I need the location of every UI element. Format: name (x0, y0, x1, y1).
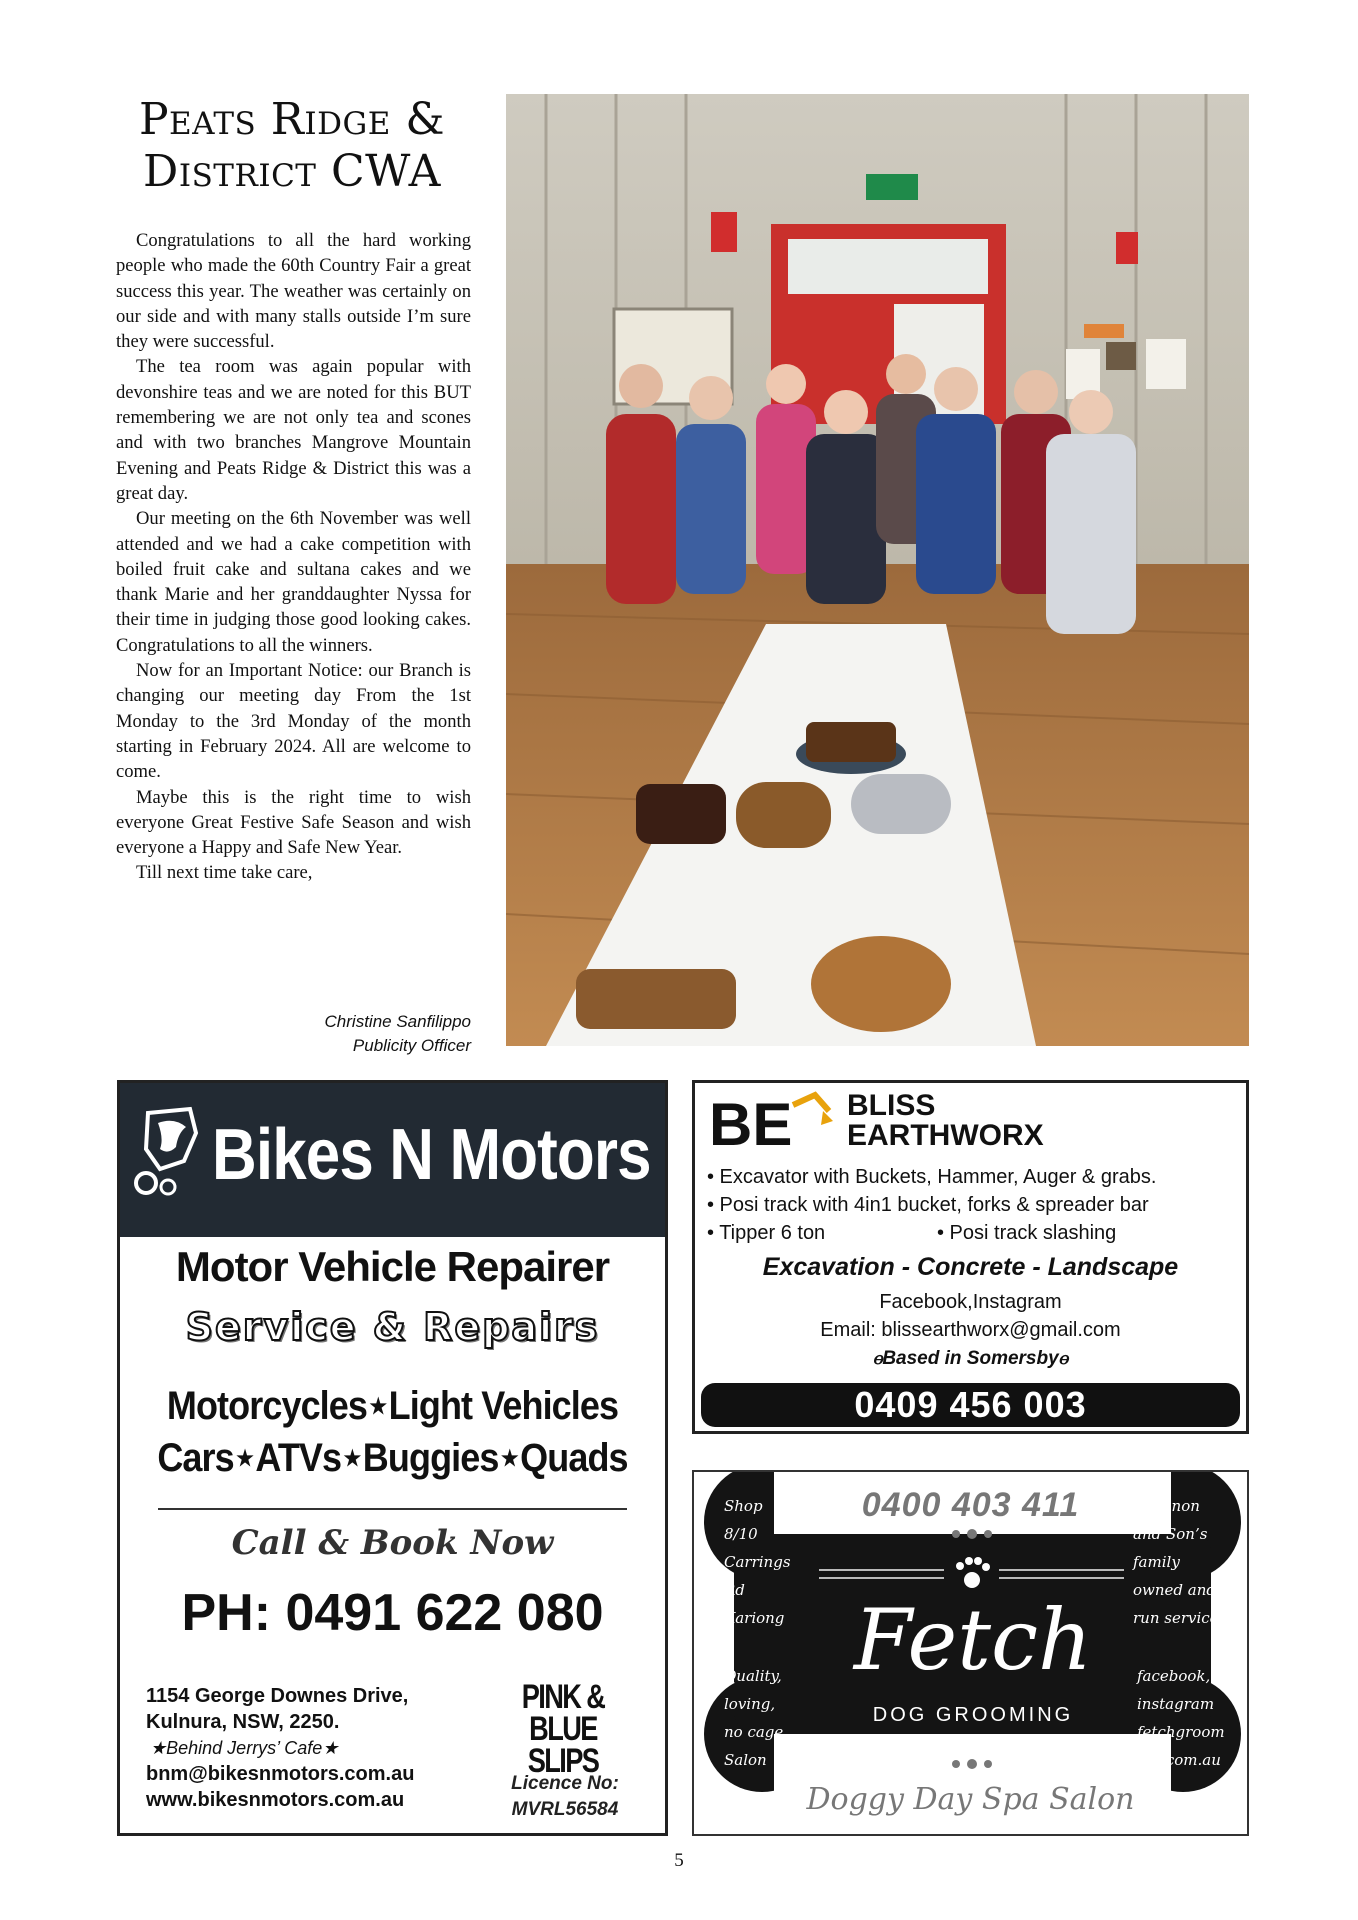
bikes-ad-call-to-action: Call & Book Now (231, 1523, 554, 1563)
bikes-ad-address-line: Kulnura, NSW, 2250. (146, 1711, 340, 1733)
bliss-ad-service: • Tipper 6 ton (707, 1222, 826, 1244)
fetch-ad-owner-line: run service (1133, 1609, 1219, 1627)
fetch-dog-grooming-ad (692, 1470, 1249, 1836)
article-paragraph: Congratulations to all the hard working people who made the 60th Country Fair a great success this year. The weather was certainly on our side and with many stalls outside I’m sure they were successful. (116, 230, 471, 353)
fetch-ad-owner-line: owned and (1133, 1581, 1216, 1599)
bliss-ad-brand-name (847, 1091, 1044, 1151)
fetch-ad-address-line: Carrings (724, 1553, 791, 1571)
group-photo-illustration (506, 94, 1249, 1046)
bikes-ad-website: www.bikesnmotors.com.au (146, 1789, 405, 1811)
fetch-ad-social-line: fetchgroom (1137, 1723, 1225, 1741)
fetch-ad-social-line: facebook, (1137, 1667, 1211, 1685)
pegasus-gear-logo-icon (130, 1103, 208, 1203)
bliss-earthworx-ad (692, 1080, 1249, 1434)
fetch-ad-owner-line: family (1133, 1553, 1180, 1571)
bliss-logo-letters: BE (709, 1091, 793, 1151)
list-item (707, 1219, 1156, 1247)
bikes-ad-address-note: ★Behind Jerrys’ Cafe★ (150, 1738, 339, 1758)
fetch-ad-owner-line: Shannon (1133, 1497, 1200, 1515)
fetch-ad-address-line: Kariong (724, 1609, 785, 1627)
bikes-ad-email: bnm@bikesnmotors.com.au (146, 1763, 415, 1785)
bikes-ad-header (120, 1083, 665, 1237)
bliss-ad-tagline: Excavation - Concrete - Landscape (762, 1253, 1179, 1281)
article-paragraph: Now for an Important Notice: our Branch is changing our meeting day From the 1st Monday to the 3rd Monday of the month starting in February 2024. All are welcome to come. (116, 660, 471, 783)
bikes-ad-divider (158, 1508, 627, 1510)
fetch-ad-quality-line: Quality, (724, 1667, 782, 1685)
fetch-ad-quality-line: Salon (724, 1751, 767, 1769)
bikes-ad-address (146, 1683, 414, 1813)
fetch-ad-owner-note (1133, 1492, 1223, 1632)
article-body (116, 228, 471, 886)
bikes-ad-slips-badge (495, 1678, 631, 1780)
bikes-ad-slips-line: PINK & BLUE (521, 1678, 605, 1748)
list-item: • Posi track with 4in1 bucket, forks & spreader bar (707, 1194, 1149, 1216)
fetch-ad-address-line: 8/10 (724, 1525, 758, 1543)
bikes-ad-address-line: 1154 George Downes Drive, (146, 1685, 409, 1707)
bikes-ad-licence-label: Licence No: (511, 1773, 619, 1794)
bliss-ad-name-line1: BLISS (847, 1089, 936, 1122)
fetch-ad-address-line: Shop (724, 1497, 763, 1515)
article-title (112, 94, 472, 198)
signature-role: Publicity Officer (352, 1036, 471, 1055)
bliss-ad-phone: 0409 456 003 (701, 1383, 1240, 1427)
bikes-ad-headline: Motor Vehicle Repairer (175, 1243, 610, 1290)
list-item: • Excavator with Buckets, Hammer, Auger & grabs. (707, 1166, 1157, 1188)
fetch-ad-social-line: ing.com.au (1137, 1751, 1221, 1769)
fetch-ad-address-line: Rd (724, 1581, 745, 1599)
fetch-ad-quality-line: loving, (724, 1695, 776, 1713)
bliss-ad-services (707, 1163, 1156, 1247)
bikes-ad-subheadline: Service & Repairs (185, 1305, 600, 1349)
fetch-ad-phone: 0400 403 411 (861, 1486, 1080, 1524)
bikes-ad-phone: PH: 0491 622 080 (181, 1584, 604, 1642)
page-number: 5 (674, 1850, 684, 1871)
article-paragraph: Our meeting on the 6th November was well attended and we had a cake competition with boiled fruit cake and sultana cakes and we thank Marie and her granddaughter Nyssa for their time in judging those good looking cakes. Congratulations to all the winners. (116, 508, 471, 656)
bliss-ad-social: Facebook,Instagram (879, 1291, 1062, 1313)
fetch-ad-address (724, 1492, 794, 1632)
signature-name: Christine Sanfilippo (324, 1012, 471, 1031)
fetch-ad-owner-line: and Son’s (1133, 1525, 1208, 1543)
excavator-logo-icon (707, 1091, 837, 1151)
article-paragraph: Till next time take care, (136, 862, 313, 884)
fetch-ad-quality-line: no cage (724, 1723, 784, 1741)
article-paragraph: Maybe this is the right time to wish everyone Great Festive Safe Season and wish everyone a Happy and Safe New Year. (116, 786, 471, 859)
bikes-ad-categories-1: Motorcycles⋆Light Vehicles (166, 1384, 619, 1428)
bliss-ad-email: Email: blissearthworx@gmail.com (820, 1319, 1121, 1341)
bikes-ad-licence (480, 1771, 650, 1823)
bliss-ad-name-line2: EARTHWORX (847, 1119, 1044, 1152)
bikes-ad-categories-2: Cars⋆ATVs⋆Buggies⋆Quads (157, 1436, 628, 1480)
article-signature (116, 1010, 471, 1058)
fetch-ad-footer: Doggy Day Spa Salon (806, 1782, 1135, 1817)
bliss-ad-location: ⲑBased in Somersbyⲑ (872, 1348, 1069, 1369)
bikes-ad-slips-line: SLIPS (527, 1742, 599, 1780)
article-title-line1: Peats Ridge & (138, 94, 446, 145)
group-photo (506, 94, 1249, 1046)
article-paragraph: The tea room was again popular with devonshire teas and we are noted for this BUT remembering we are not only tea and scones and with two branches Mangrove Mountain Evening and Peats Ridge & District this was a great day. (116, 356, 471, 504)
fetch-ad-brand-name: Fetch (853, 1591, 1093, 1689)
bikes-n-motors-ad (117, 1080, 668, 1836)
bikes-ad-licence-number: MVRL56584 (511, 1799, 619, 1820)
fetch-ad-social (1137, 1662, 1227, 1774)
article-title-line2: District CWA (143, 146, 441, 197)
bliss-ad-service: • Posi track slashing (937, 1222, 1117, 1244)
bikes-ad-brand-name: Bikes N Motors (212, 1115, 651, 1195)
fetch-ad-social-line: instagram (1137, 1695, 1215, 1713)
fetch-ad-quality-note (724, 1662, 794, 1774)
fetch-ad-subtitle: DOG GROOMING (872, 1704, 1074, 1726)
